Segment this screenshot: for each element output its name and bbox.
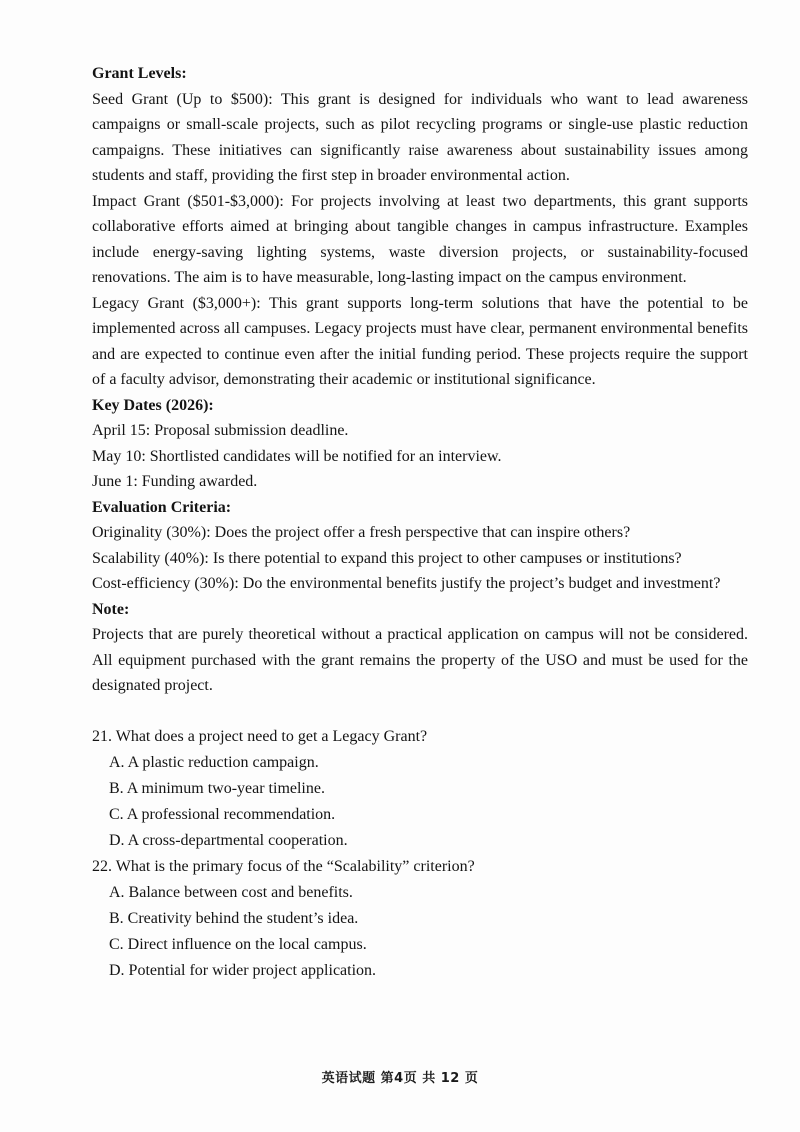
note-heading: Note:	[92, 600, 130, 618]
answer-option-b: B. Creativity behind the student’s idea.	[109, 909, 359, 927]
answer-option-a: A. Balance between cost and benefits.	[109, 883, 353, 901]
criterion-originality: Originality (30%): Does the project offer a fresh perspective that can inspire others?	[92, 524, 631, 541]
answer-option-c: C. Direct influence on the local campus.	[109, 935, 367, 953]
answer-option-c: C. A professional recommendation.	[109, 805, 336, 823]
answer-option-d: D. Potential for wider project application.	[109, 961, 377, 979]
page-footer: 英语试题 第4页 共 12 页	[321, 1071, 479, 1086]
criterion-scalability: Scalability (40%): Is there potential to expand this project to other campuses or institutions?	[92, 549, 682, 567]
key-date-item: June 1: Funding awarded.	[92, 473, 258, 490]
answer-option-a: A. A plastic reduction campaign.	[109, 753, 319, 771]
grant-levels-heading: Grant Levels:	[92, 65, 187, 82]
criterion-cost-efficiency: Cost-efficiency (30%): Do the environmental benefits justify the project’s budget and investment?	[92, 575, 721, 592]
key-date-item: April 15: Proposal submission deadline.	[92, 422, 349, 439]
question-21	[92, 724, 748, 854]
key-date-item: May 10: Shortlisted candidates will be notified for an interview.	[92, 447, 502, 465]
key-dates-heading: Key Dates (2026):	[92, 396, 214, 414]
question-stem: 21. What does a project need to get a Legacy Grant?	[92, 727, 428, 745]
section-gap	[92, 699, 748, 724]
question-22	[92, 854, 748, 984]
answer-option-d: D. A cross-departmental cooperation.	[109, 831, 348, 849]
legacy-grant-paragraph: Legacy Grant ($3,000+): This grant supports long-term solutions that have the potential to be implemented across all campuses. Legacy projects must have clear, permanent environmental benefits and are expected to continue even after the initial funding period. These projects require the support of a faculty advisor, demonstrating their academic or institutional significance.	[92, 294, 748, 388]
question-stem: 22. What is the primary focus of the “Scalability” criterion?	[92, 857, 475, 875]
passage	[92, 61, 748, 699]
impact-grant-paragraph: Impact Grant ($501-$3,000): For projects involving at least two departments, this grant supports collaborative efforts aimed at bringing about tangible changes in campus infrastructure. Examples include energy-saving lighting systems, waste diversion projects, or sustainability-focused renovations. The aim is to have measurable, long-lasting impact on the campus environment.	[92, 192, 748, 286]
note-paragraph: Projects that are purely theoretical without a practical application on campus will not be considered. All equipment purchased with the grant remains the property of the USO and must be used for the designated project.	[92, 626, 748, 694]
evaluation-criteria-heading: Evaluation Criteria:	[92, 498, 232, 516]
seed-grant-paragraph: Seed Grant (Up to $500): This grant is designed for individuals who want to lead awareness campaigns or small-scale projects, such as pilot recycling programs or single-use plastic reduction campaigns. These initiatives can significantly raise awareness about sustainability issues among students and staff, providing the first step in broader environmental action.	[92, 90, 748, 184]
answer-option-b: B. A minimum two-year timeline.	[109, 779, 325, 797]
